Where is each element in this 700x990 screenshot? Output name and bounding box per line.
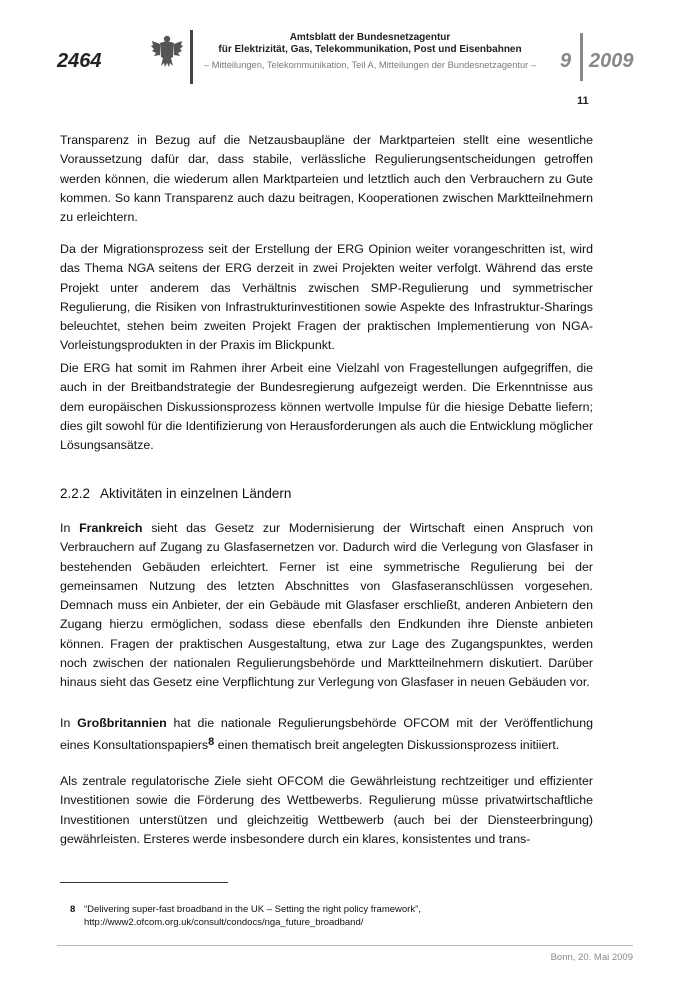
issue-year: 2009 [589,50,634,72]
publication-title [200,32,540,56]
section-page-number: 11 [577,95,589,107]
section-title: Aktivitäten in einzelnen Ländern [100,486,292,501]
footnote-reference[interactable]: 8 [208,736,215,749]
issue-divider [580,33,583,81]
uk-text-before-ref: hat die nationale Regulierungsbehörde OFCOM mit der Veröffentlichung eines Konsultationspapiers [60,716,593,753]
footer-place-date: Bonn, 20. Mai 2009 [550,952,633,963]
footer-divider [57,945,633,946]
section-heading [60,486,291,501]
footnote-line1: “Delivering super-fast broadband in the UK – Setting the right policy framework”, [84,904,421,915]
footnote-divider [60,882,228,883]
uk-prefix: In [60,716,71,730]
footnote-link[interactable]: http://www2.ofcom.org.uk/consult/condocs/nga_future_broadband/ [84,917,364,928]
france-prefix: In [60,521,71,535]
paragraph-france [60,519,593,693]
page-number: 2464 [57,50,102,72]
uk-country: Großbritannien [77,716,167,730]
paragraph-transparency: Transparenz in Bezug auf die Netzausbaupläne der Marktparteien stellt eine wesentliche Voraussetzung dafür dar, dass stabile, verlässliche Regulierungsentscheidungen getroffen werden können, die wiederum allen Marktparteien und letztlich auch den Verbrauchern zu Gute kommen. So kann Transparenz auch dazu beitragen, Kooperationen zwischen Marktteilnehmern zu erleichtern. [60,133,593,225]
footnote-number: 8 [70,904,76,915]
issue-number: 9 [560,50,572,72]
uk-text-after-ref: einen thematisch breit angelegten Diskussionsprozess initiiert. [217,738,560,753]
paragraph-erg: Die ERG hat somit im Rahmen ihrer Arbeit eine Vielzahl von Fragestellungen aufgegriffen, die auch in der Breitbandstrategie der Bundesregierung aufgezeigt werden. Die Erkenntnisse aus dem europäischen Diskussionsprozess können wertvolle Impulse für die hiesige Debatte liefern; dies gilt sowohl für die Identifizierung von Herausforderungen als auch die Entwicklung möglicher Lösungsansätze. [60,361,593,453]
header-divider [190,30,193,84]
france-country: Frankreich [79,521,143,535]
paragraph-migration: Da der Migrationsprozess seit der Erstellung der ERG Opinion weiter vorangeschritten ist, wird das Thema NGA seitens der ERG derzeit in zwei Projekten weiter verfolgt. Während das erste Projekt unter anderem das Verhältnis zwischen SMP-Regulierung und symmetrischer Regulierung, die Risiken von Infrastrukturinvestitionen sowie Aspekte des Infrastruktur-Sharings beleuchtet, stehen beim zweiten Projekt Fragen der praktischen Implementierung von NGA-Vorleistungsprodukten in der Praxis im Blickpunkt. [60,242,593,353]
publication-title-line1: Amtsblatt der Bundesnetzagentur [289,32,451,43]
paragraph-uk [60,714,593,756]
publication-subtitle: – Mitteilungen, Telekommunikation, Teil A, Mitteilungen der Bundesnetzagentur – [204,60,536,70]
france-text: sieht das Gesetz zur Modernisierung der Wirtschaft einen Anspruch von Verbrauchern auf Zugang zu Glasfasernetzen vor. Dadurch wird die Verlegung von Glasfaser in bestehenden Gebäuden erleichtert. Ferner ist eine symmetrische Regulierung bei der gemeinsamen Nutzung des letzten Abschnittes von Glasfaseranschlüssen vorgesehen. Demnach muss ein Anbieter, der ein Gebäude mit Glasfaser erschließt, anderen Anbietern den Zugang hierzu ermöglichen, sodass diese ebenfalls den Endkunden ihre Dienste anbieten können. Fragen der praktischen Ausgestaltung, etwa zur Lage des Zugangspunktes, werden noch zwischen der nationalen Regulierungsbehörde und Marktteilnehmern diskutiert. Darüber hinaus sieht das Gesetz eine Verpflichtung zur Verlegung von Glasfaser in neuen Gebäuden vor. [60,521,593,690]
footnote-text [84,903,504,929]
section-number: 2.2.2 [60,486,91,501]
federal-eagle-logo [150,33,184,71]
paragraph-ofcom-goals: Als zentrale regulatorische Ziele sieht OFCOM die Gewährleistung rechtzeitiger und effizienter Investitionen sowie die Förderung des Wettbewerbs. Regulierung müsse privatwirtschaftliche Investitionen unterstützen und gleichzeitig Wettbewerb (auch bei der Diensteerbringung) gewährleisten. Ersteres werde insbesondere durch ein klares, konsistentes und trans- [60,774,593,846]
publication-title-line2: für Elektrizität, Gas, Telekommunikation, Post und Eisenbahnen [218,44,522,55]
